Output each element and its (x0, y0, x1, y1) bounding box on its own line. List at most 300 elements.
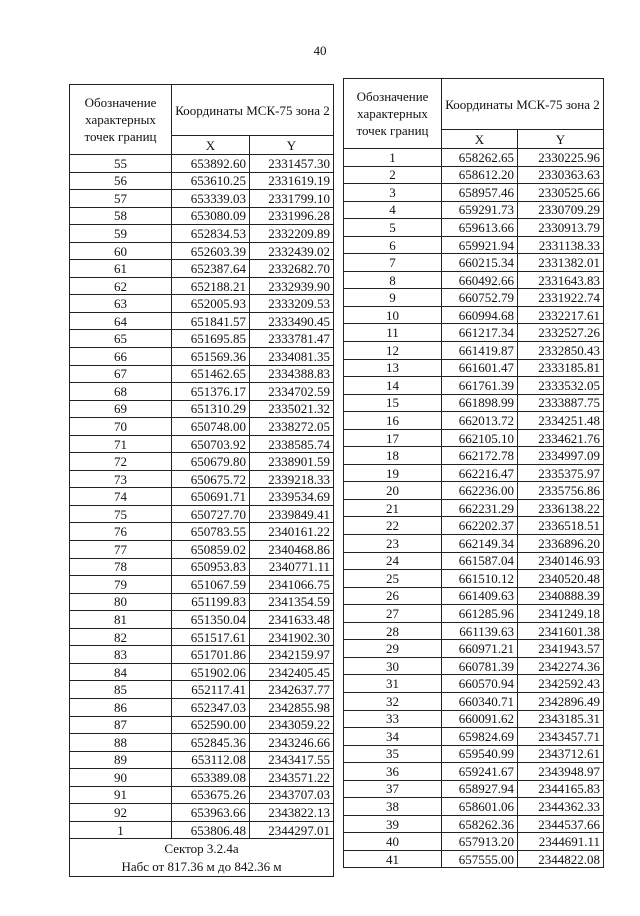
y-coordinate-cell: 2344822.08 (518, 850, 604, 868)
point-id-cell: 9 (344, 289, 442, 307)
table-row (70, 190, 334, 208)
table-row (70, 365, 334, 383)
point-id-cell: 62 (70, 277, 172, 295)
table-row (344, 289, 604, 307)
point-id-cell: 81 (70, 611, 172, 629)
y-coordinate-cell: 2332682.70 (250, 260, 334, 278)
y-coordinate-cell: 2342159.97 (250, 646, 334, 664)
x-coordinate-cell: 661510.12 (442, 570, 518, 588)
table-row (344, 236, 604, 254)
y-coordinate-cell: 2330525.66 (518, 184, 604, 202)
y-coordinate-cell: 2343948.97 (518, 763, 604, 781)
y-coordinate-cell: 2341249.18 (518, 605, 604, 623)
point-id-cell: 32 (344, 692, 442, 710)
x-coordinate-cell: 653339.03 (172, 190, 250, 208)
table-row (344, 552, 604, 570)
table-row (70, 628, 334, 646)
table-row (70, 593, 334, 611)
point-id-cell: 60 (70, 242, 172, 260)
x-coordinate-cell: 661419.87 (442, 342, 518, 360)
x-coordinate-cell: 658262.36 (442, 815, 518, 833)
x-coordinate-cell: 651199.83 (172, 593, 250, 611)
table-row (70, 576, 334, 594)
table-row (344, 184, 604, 202)
point-label-header: Обозначение характерных точек границ (70, 85, 172, 155)
table-row (70, 663, 334, 681)
table-body (344, 149, 604, 868)
table-row (70, 312, 334, 330)
y-coordinate-cell: 2344297.01 (250, 821, 334, 839)
coordinates-table-left (69, 84, 334, 877)
point-id-cell: 35 (344, 745, 442, 763)
point-id-cell: 57 (70, 190, 172, 208)
point-id-cell: 85 (70, 681, 172, 699)
point-id-cell: 71 (70, 435, 172, 453)
point-id-cell: 72 (70, 453, 172, 471)
table-row (70, 786, 334, 804)
y-coordinate-cell: 2342896.49 (518, 692, 604, 710)
point-id-cell: 19 (344, 464, 442, 482)
page-number: 40 (313, 43, 327, 58)
point-id-cell: 6 (344, 236, 442, 254)
x-coordinate-cell: 650859.02 (172, 541, 250, 559)
point-id-cell: 14 (344, 377, 442, 395)
y-coordinate-cell: 2332527.26 (518, 324, 604, 342)
table-row (344, 306, 604, 324)
x-coordinate-cell: 650727.70 (172, 505, 250, 523)
y-coordinate-cell: 2341066.75 (250, 576, 334, 594)
sector-footer (70, 839, 334, 877)
y-coordinate-cell: 2343417.55 (250, 751, 334, 769)
x-coordinate-cell: 660781.39 (442, 657, 518, 675)
table-row (70, 505, 334, 523)
x-coordinate-cell: 660340.71 (442, 692, 518, 710)
x-coordinate-cell: 653080.09 (172, 207, 250, 225)
table-row (70, 418, 334, 436)
table-row (344, 499, 604, 517)
point-id-cell: 26 (344, 587, 442, 605)
table-row (344, 780, 604, 798)
point-id-cell: 41 (344, 850, 442, 868)
table-row (344, 710, 604, 728)
y-coordinate-cell: 2340520.48 (518, 570, 604, 588)
table-row (70, 400, 334, 418)
x-column-header: X (442, 130, 518, 149)
x-coordinate-cell: 650675.72 (172, 470, 250, 488)
x-coordinate-cell: 660570.94 (442, 675, 518, 693)
x-coordinate-cell: 657555.00 (442, 850, 518, 868)
y-coordinate-cell: 2338585.74 (250, 435, 334, 453)
y-coordinate-cell: 2341354.59 (250, 593, 334, 611)
point-id-cell: 15 (344, 394, 442, 412)
y-coordinate-cell: 2341601.38 (518, 622, 604, 640)
point-id-cell: 5 (344, 219, 442, 237)
y-coordinate-cell: 2340161.22 (250, 523, 334, 541)
x-coordinate-cell: 653610.25 (172, 172, 250, 190)
y-coordinate-cell: 2335756.86 (518, 482, 604, 500)
y-coordinate-cell: 2341943.57 (518, 640, 604, 658)
y-coordinate-cell: 2342592.43 (518, 675, 604, 693)
x-coordinate-cell: 658262.65 (442, 149, 518, 167)
x-coordinate-cell: 662013.72 (442, 412, 518, 430)
table-row (344, 675, 604, 693)
table-row (70, 751, 334, 769)
x-coordinate-cell: 650953.83 (172, 558, 250, 576)
x-coordinate-cell: 657913.20 (442, 833, 518, 851)
table-row (344, 850, 604, 868)
y-coordinate-cell: 2342405.45 (250, 663, 334, 681)
table-row (70, 242, 334, 260)
y-coordinate-cell: 2344537.66 (518, 815, 604, 833)
point-id-cell: 82 (70, 628, 172, 646)
point-id-cell: 33 (344, 710, 442, 728)
table-row (344, 833, 604, 851)
table-row (70, 734, 334, 752)
table-row (344, 745, 604, 763)
point-id-cell: 1 (70, 821, 172, 839)
y-coordinate-cell: 2340771.11 (250, 558, 334, 576)
coordinates-header: Координаты МСК-75 зона 2 (172, 85, 334, 136)
y-coordinate-cell: 2334388.83 (250, 365, 334, 383)
table-row (344, 535, 604, 553)
point-id-cell: 18 (344, 447, 442, 465)
x-coordinate-cell: 651841.57 (172, 312, 250, 330)
x-coordinate-cell: 659824.69 (442, 728, 518, 746)
table-row (344, 342, 604, 360)
table-body (70, 155, 334, 839)
point-id-cell: 92 (70, 804, 172, 822)
y-coordinate-cell: 2343822.13 (250, 804, 334, 822)
x-coordinate-cell: 661601.47 (442, 359, 518, 377)
point-id-cell: 36 (344, 763, 442, 781)
table-row (70, 260, 334, 278)
y-coordinate-cell: 2331922.74 (518, 289, 604, 307)
point-id-cell: 84 (70, 663, 172, 681)
y-coordinate-cell: 2332850.43 (518, 342, 604, 360)
table-row (344, 798, 604, 816)
point-id-cell: 8 (344, 271, 442, 289)
point-id-cell: 86 (70, 698, 172, 716)
x-coordinate-cell: 660215.34 (442, 254, 518, 272)
x-coordinate-cell: 651902.06 (172, 663, 250, 681)
point-id-cell: 17 (344, 429, 442, 447)
point-id-cell: 74 (70, 488, 172, 506)
table-row (344, 482, 604, 500)
table-row (344, 728, 604, 746)
x-coordinate-cell: 653112.08 (172, 751, 250, 769)
x-coordinate-cell: 652005.93 (172, 295, 250, 313)
x-coordinate-cell: 662236.00 (442, 482, 518, 500)
point-id-cell: 65 (70, 330, 172, 348)
table-row (70, 821, 334, 839)
y-coordinate-cell: 2330225.96 (518, 149, 604, 167)
point-id-cell: 39 (344, 815, 442, 833)
table-row (344, 412, 604, 430)
table-row (344, 447, 604, 465)
y-coordinate-cell: 2340888.39 (518, 587, 604, 605)
point-id-cell: 12 (344, 342, 442, 360)
point-id-cell: 13 (344, 359, 442, 377)
y-coordinate-cell: 2332209.89 (250, 225, 334, 243)
point-id-cell: 69 (70, 400, 172, 418)
y-column-header: Y (250, 136, 334, 155)
x-coordinate-cell: 658957.46 (442, 184, 518, 202)
x-coordinate-cell: 652834.53 (172, 225, 250, 243)
point-id-cell: 10 (344, 306, 442, 324)
y-coordinate-cell: 2342855.98 (250, 698, 334, 716)
y-coordinate-cell: 2340468.86 (250, 541, 334, 559)
coordinates-header: Координаты МСК-75 зона 2 (442, 79, 604, 130)
table-row (70, 523, 334, 541)
table-row (70, 453, 334, 471)
table-row (344, 429, 604, 447)
coordinates-table-right (343, 78, 604, 868)
point-id-cell: 25 (344, 570, 442, 588)
y-coordinate-cell: 2341633.48 (250, 611, 334, 629)
table-row (344, 201, 604, 219)
point-id-cell: 11 (344, 324, 442, 342)
point-id-cell: 61 (70, 260, 172, 278)
point-id-cell: 40 (344, 833, 442, 851)
x-coordinate-cell: 651310.29 (172, 400, 250, 418)
point-id-cell: 59 (70, 225, 172, 243)
y-coordinate-cell: 2342637.77 (250, 681, 334, 699)
x-column-header: X (172, 136, 250, 155)
table-row (70, 681, 334, 699)
point-id-cell: 64 (70, 312, 172, 330)
table-row (70, 470, 334, 488)
y-coordinate-cell: 2334621.76 (518, 429, 604, 447)
table-row (70, 611, 334, 629)
point-id-cell: 68 (70, 383, 172, 401)
y-coordinate-cell: 2341902.30 (250, 628, 334, 646)
x-coordinate-cell: 658927.94 (442, 780, 518, 798)
x-coordinate-cell: 651701.86 (172, 646, 250, 664)
x-coordinate-cell: 659241.67 (442, 763, 518, 781)
table-row (70, 435, 334, 453)
x-coordinate-cell: 652845.36 (172, 734, 250, 752)
y-coordinate-cell: 2338901.59 (250, 453, 334, 471)
y-coordinate-cell: 2335021.32 (250, 400, 334, 418)
point-id-cell: 79 (70, 576, 172, 594)
height-range: Набс от 817.36 м до 842.36 м (121, 858, 282, 874)
point-id-cell: 58 (70, 207, 172, 225)
y-coordinate-cell: 2344165.83 (518, 780, 604, 798)
x-coordinate-cell: 662202.37 (442, 517, 518, 535)
table-row (70, 488, 334, 506)
table-row (70, 172, 334, 190)
y-coordinate-cell: 2336138.22 (518, 499, 604, 517)
x-coordinate-cell: 651462.65 (172, 365, 250, 383)
x-coordinate-cell: 661898.99 (442, 394, 518, 412)
point-id-cell: 23 (344, 535, 442, 553)
point-id-cell: 83 (70, 646, 172, 664)
y-column-header: Y (518, 130, 604, 149)
y-coordinate-cell: 2343185.31 (518, 710, 604, 728)
x-coordinate-cell: 651067.59 (172, 576, 250, 594)
table-row (344, 517, 604, 535)
point-id-cell: 29 (344, 640, 442, 658)
point-id-cell: 37 (344, 780, 442, 798)
y-coordinate-cell: 2331643.83 (518, 271, 604, 289)
point-id-cell: 24 (344, 552, 442, 570)
x-coordinate-cell: 662105.10 (442, 429, 518, 447)
x-coordinate-cell: 650748.00 (172, 418, 250, 436)
point-id-cell: 55 (70, 155, 172, 173)
point-id-cell: 63 (70, 295, 172, 313)
x-coordinate-cell: 661139.63 (442, 622, 518, 640)
table-row (344, 657, 604, 675)
y-coordinate-cell: 2333781.47 (250, 330, 334, 348)
table-row (344, 359, 604, 377)
table-row (70, 716, 334, 734)
x-coordinate-cell: 658612.20 (442, 166, 518, 184)
table-row (344, 166, 604, 184)
x-coordinate-cell: 658601.06 (442, 798, 518, 816)
x-coordinate-cell: 651695.85 (172, 330, 250, 348)
point-id-cell: 91 (70, 786, 172, 804)
x-coordinate-cell: 661217.34 (442, 324, 518, 342)
table-row (344, 692, 604, 710)
table-row (70, 646, 334, 664)
x-coordinate-cell: 653806.48 (172, 821, 250, 839)
y-coordinate-cell: 2331138.33 (518, 236, 604, 254)
table-row (70, 155, 334, 173)
point-id-cell: 21 (344, 499, 442, 517)
table-row (344, 149, 604, 167)
y-coordinate-cell: 2343457.71 (518, 728, 604, 746)
table-row (70, 295, 334, 313)
table-row (70, 698, 334, 716)
point-id-cell: 34 (344, 728, 442, 746)
table-row (344, 570, 604, 588)
x-coordinate-cell: 652117.41 (172, 681, 250, 699)
point-id-cell: 73 (70, 470, 172, 488)
table-row (344, 271, 604, 289)
table-row (70, 330, 334, 348)
x-coordinate-cell: 653963.66 (172, 804, 250, 822)
x-coordinate-cell: 659613.66 (442, 219, 518, 237)
table-row (344, 219, 604, 237)
point-id-cell: 70 (70, 418, 172, 436)
x-coordinate-cell: 660994.68 (442, 306, 518, 324)
y-coordinate-cell: 2333887.75 (518, 394, 604, 412)
table-row (344, 324, 604, 342)
y-coordinate-cell: 2338272.05 (250, 418, 334, 436)
x-coordinate-cell: 662216.47 (442, 464, 518, 482)
table-row (344, 605, 604, 623)
y-coordinate-cell: 2334997.09 (518, 447, 604, 465)
point-id-cell: 78 (70, 558, 172, 576)
y-coordinate-cell: 2332939.90 (250, 277, 334, 295)
x-coordinate-cell: 660091.62 (442, 710, 518, 728)
y-coordinate-cell: 2343059.22 (250, 716, 334, 734)
y-coordinate-cell: 2330913.79 (518, 219, 604, 237)
point-id-cell: 90 (70, 769, 172, 787)
point-id-cell: 89 (70, 751, 172, 769)
table-row (70, 804, 334, 822)
table-row (344, 763, 604, 781)
x-coordinate-cell: 652188.21 (172, 277, 250, 295)
table-row (70, 541, 334, 559)
y-coordinate-cell: 2339218.33 (250, 470, 334, 488)
table-row (70, 277, 334, 295)
y-coordinate-cell: 2340146.93 (518, 552, 604, 570)
x-coordinate-cell: 650783.55 (172, 523, 250, 541)
y-coordinate-cell: 2339534.69 (250, 488, 334, 506)
y-coordinate-cell: 2343571.22 (250, 769, 334, 787)
sector-name: Сектор 3.2.4а (164, 840, 239, 856)
y-coordinate-cell: 2334702.59 (250, 383, 334, 401)
table-row (70, 348, 334, 366)
y-coordinate-cell: 2330709.29 (518, 201, 604, 219)
table-row (70, 769, 334, 787)
x-coordinate-cell: 653892.60 (172, 155, 250, 173)
table-row (344, 622, 604, 640)
point-id-cell: 77 (70, 541, 172, 559)
y-coordinate-cell: 2334251.48 (518, 412, 604, 430)
point-id-cell: 66 (70, 348, 172, 366)
table-row (344, 254, 604, 272)
x-coordinate-cell: 650703.92 (172, 435, 250, 453)
y-coordinate-cell: 2331619.19 (250, 172, 334, 190)
table-row (344, 640, 604, 658)
point-id-cell: 1 (344, 149, 442, 167)
point-id-cell: 27 (344, 605, 442, 623)
x-coordinate-cell: 652603.39 (172, 242, 250, 260)
x-coordinate-cell: 651517.61 (172, 628, 250, 646)
x-coordinate-cell: 659921.94 (442, 236, 518, 254)
y-coordinate-cell: 2331799.10 (250, 190, 334, 208)
point-id-cell: 75 (70, 505, 172, 523)
y-coordinate-cell: 2344691.11 (518, 833, 604, 851)
x-coordinate-cell: 661587.04 (442, 552, 518, 570)
point-id-cell: 2 (344, 166, 442, 184)
y-coordinate-cell: 2336896.20 (518, 535, 604, 553)
table-row (70, 383, 334, 401)
y-coordinate-cell: 2333209.53 (250, 295, 334, 313)
x-coordinate-cell: 651376.17 (172, 383, 250, 401)
table-row (344, 815, 604, 833)
y-coordinate-cell: 2331996.28 (250, 207, 334, 225)
point-id-cell: 20 (344, 482, 442, 500)
x-coordinate-cell: 662172.78 (442, 447, 518, 465)
point-id-cell: 80 (70, 593, 172, 611)
point-id-cell: 88 (70, 734, 172, 752)
x-coordinate-cell: 659291.73 (442, 201, 518, 219)
point-id-cell: 31 (344, 675, 442, 693)
point-id-cell: 56 (70, 172, 172, 190)
x-coordinate-cell: 662149.34 (442, 535, 518, 553)
x-coordinate-cell: 661761.39 (442, 377, 518, 395)
x-coordinate-cell: 650691.71 (172, 488, 250, 506)
y-coordinate-cell: 2333532.05 (518, 377, 604, 395)
y-coordinate-cell: 2332439.02 (250, 242, 334, 260)
y-coordinate-cell: 2334081.35 (250, 348, 334, 366)
y-coordinate-cell: 2336518.51 (518, 517, 604, 535)
point-id-cell: 4 (344, 201, 442, 219)
point-id-cell: 87 (70, 716, 172, 734)
table-row (344, 464, 604, 482)
x-coordinate-cell: 653389.08 (172, 769, 250, 787)
y-coordinate-cell: 2330363.63 (518, 166, 604, 184)
y-coordinate-cell: 2331382.01 (518, 254, 604, 272)
x-coordinate-cell: 660971.21 (442, 640, 518, 658)
x-coordinate-cell: 650679.80 (172, 453, 250, 471)
point-id-cell: 67 (70, 365, 172, 383)
x-coordinate-cell: 660492.66 (442, 271, 518, 289)
point-id-cell: 76 (70, 523, 172, 541)
